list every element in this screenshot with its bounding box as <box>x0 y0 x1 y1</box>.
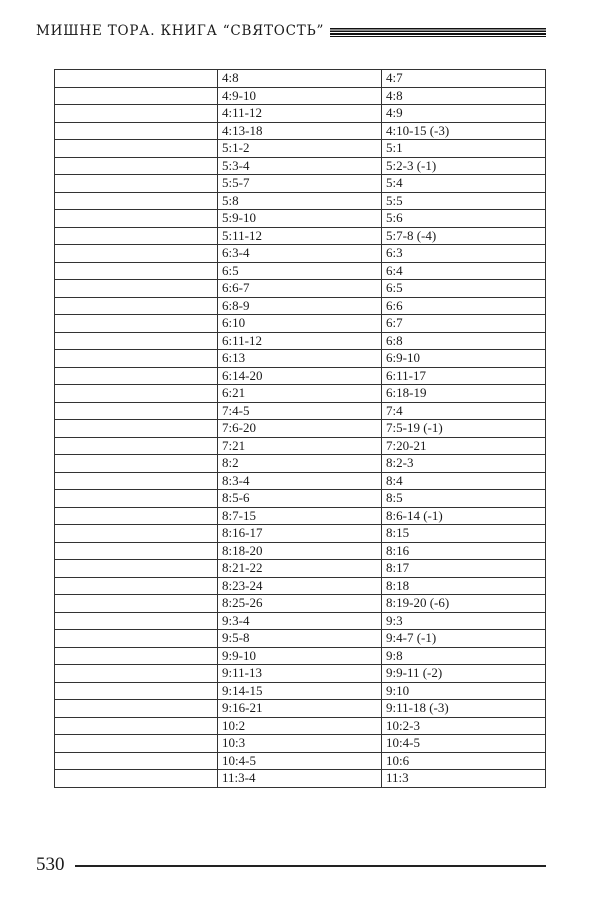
table-row <box>55 525 546 543</box>
table-cell <box>55 192 218 210</box>
table-cell <box>55 210 218 228</box>
table-row <box>55 735 546 753</box>
table-cell: 9:4-7 (-1) <box>382 630 546 648</box>
table-cell <box>55 665 218 683</box>
table-cell: 9:11-18 (-3) <box>382 700 546 718</box>
table-cell <box>55 455 218 473</box>
table-cell: 6:6 <box>382 297 546 315</box>
table-row <box>55 542 546 560</box>
table-cell: 8:18-20 <box>218 542 382 560</box>
table-cell: 9:10 <box>382 682 546 700</box>
table-cell: 9:9-11 (-2) <box>382 665 546 683</box>
running-head <box>36 22 546 42</box>
table-cell: 5:1-2 <box>218 140 382 158</box>
table-cell: 9:14-15 <box>218 682 382 700</box>
table-cell: 8:17 <box>382 560 546 578</box>
table-cell <box>55 157 218 175</box>
table-row <box>55 315 546 333</box>
table-row <box>55 437 546 455</box>
page-number: 530 <box>36 853 65 875</box>
table-row <box>55 770 546 788</box>
table-row <box>55 595 546 613</box>
table-row <box>55 682 546 700</box>
running-head-title: МИШНЕ ТОРА. КНИГА “СВЯТОСТЬ” <box>36 23 325 40</box>
table-cell: 6:4 <box>382 262 546 280</box>
table-row <box>55 227 546 245</box>
table-cell: 8:15 <box>382 525 546 543</box>
table-row <box>55 612 546 630</box>
table-cell <box>55 140 218 158</box>
table-cell: 9:8 <box>382 647 546 665</box>
table-cell: 8:19-20 (-6) <box>382 595 546 613</box>
table-cell: 6:8 <box>382 332 546 350</box>
table-cell <box>55 735 218 753</box>
table-cell: 10:2 <box>218 717 382 735</box>
table-cell <box>55 70 218 88</box>
table-cell <box>55 385 218 403</box>
table-cell: 9:11-13 <box>218 665 382 683</box>
table-cell: 6:7 <box>382 315 546 333</box>
table-cell: 8:18 <box>382 577 546 595</box>
table-cell: 6:5 <box>218 262 382 280</box>
table-cell <box>55 577 218 595</box>
table-cell <box>55 490 218 508</box>
table-cell <box>55 507 218 525</box>
table-row <box>55 245 546 263</box>
table-row <box>55 752 546 770</box>
table-row <box>55 297 546 315</box>
footer-rule <box>75 865 547 867</box>
table-cell: 7:21 <box>218 437 382 455</box>
table-row <box>55 665 546 683</box>
table-cell: 8:16 <box>382 542 546 560</box>
table-cell <box>55 525 218 543</box>
table-cell: 10:4-5 <box>218 752 382 770</box>
table-cell: 4:9 <box>382 105 546 123</box>
table-cell: 5:7-8 (-4) <box>382 227 546 245</box>
table-cell: 6:21 <box>218 385 382 403</box>
table-cell: 6:8-9 <box>218 297 382 315</box>
table-row <box>55 630 546 648</box>
table-cell: 9:3 <box>382 612 546 630</box>
table-cell <box>55 472 218 490</box>
table-cell: 8:7-15 <box>218 507 382 525</box>
table-cell: 8:21-22 <box>218 560 382 578</box>
table-row <box>55 402 546 420</box>
table-cell: 7:20-21 <box>382 437 546 455</box>
table-cell: 5:5-7 <box>218 175 382 193</box>
table-cell <box>55 105 218 123</box>
table-cell: 10:3 <box>218 735 382 753</box>
table-cell: 8:16-17 <box>218 525 382 543</box>
table-row <box>55 577 546 595</box>
table-cell <box>55 350 218 368</box>
table-cell: 6:14-20 <box>218 367 382 385</box>
table-row <box>55 420 546 438</box>
table-cell: 7:4-5 <box>218 402 382 420</box>
table-row <box>55 192 546 210</box>
table-cell <box>55 647 218 665</box>
table-cell: 9:3-4 <box>218 612 382 630</box>
table-row <box>55 455 546 473</box>
table-row <box>55 507 546 525</box>
table-cell: 8:5 <box>382 490 546 508</box>
table-cell: 4:10-15 (-3) <box>382 122 546 140</box>
table-cell <box>55 87 218 105</box>
table-cell: 7:5-19 (-1) <box>382 420 546 438</box>
table-row <box>55 560 546 578</box>
table-cell: 11:3-4 <box>218 770 382 788</box>
table-cell: 10:4-5 <box>382 735 546 753</box>
table-cell <box>55 612 218 630</box>
table-row <box>55 262 546 280</box>
table-row <box>55 157 546 175</box>
table-cell <box>55 682 218 700</box>
table-cell <box>55 332 218 350</box>
table-cell <box>55 367 218 385</box>
table-cell: 10:2-3 <box>382 717 546 735</box>
table-cell <box>55 315 218 333</box>
table-cell: 6:9-10 <box>382 350 546 368</box>
table-cell: 7:6-20 <box>218 420 382 438</box>
table-cell: 5:11-12 <box>218 227 382 245</box>
table-cell <box>55 630 218 648</box>
table-cell: 6:11-12 <box>218 332 382 350</box>
table-cell <box>55 297 218 315</box>
table-cell: 6:11-17 <box>382 367 546 385</box>
table-cell: 6:3-4 <box>218 245 382 263</box>
table-row <box>55 70 546 88</box>
table-cell: 4:11-12 <box>218 105 382 123</box>
table-row <box>55 175 546 193</box>
table-row <box>55 350 546 368</box>
table-cell: 4:7 <box>382 70 546 88</box>
table-body <box>55 70 546 788</box>
table-cell: 5:9-10 <box>218 210 382 228</box>
table-cell: 6:10 <box>218 315 382 333</box>
table-cell: 6:5 <box>382 280 546 298</box>
table-row <box>55 385 546 403</box>
table-cell <box>55 280 218 298</box>
table-cell <box>55 437 218 455</box>
table-cell <box>55 262 218 280</box>
table-cell: 6:13 <box>218 350 382 368</box>
table-cell: 8:25-26 <box>218 595 382 613</box>
table-cell: 4:8 <box>218 70 382 88</box>
table-cell: 5:6 <box>382 210 546 228</box>
table-cell: 4:13-18 <box>218 122 382 140</box>
table-row <box>55 280 546 298</box>
table-cell: 8:2 <box>218 455 382 473</box>
table-cell <box>55 700 218 718</box>
table-cell: 5:4 <box>382 175 546 193</box>
table-cell: 5:5 <box>382 192 546 210</box>
table-cell <box>55 595 218 613</box>
table-cell <box>55 770 218 788</box>
table-cell <box>55 542 218 560</box>
table-row <box>55 472 546 490</box>
table-row <box>55 490 546 508</box>
table-row <box>55 105 546 123</box>
table-cell: 5:1 <box>382 140 546 158</box>
table-cell <box>55 420 218 438</box>
table-cell <box>55 560 218 578</box>
table-cell: 8:2-3 <box>382 455 546 473</box>
concordance-table-container <box>54 69 545 788</box>
table-row <box>55 210 546 228</box>
table-row <box>55 647 546 665</box>
table-cell: 8:6-14 (-1) <box>382 507 546 525</box>
table-cell: 4:8 <box>382 87 546 105</box>
table-row <box>55 700 546 718</box>
table-cell <box>55 122 218 140</box>
table-cell: 6:18-19 <box>382 385 546 403</box>
table-row <box>55 367 546 385</box>
table-row <box>55 717 546 735</box>
table-cell <box>55 227 218 245</box>
table-cell: 6:3 <box>382 245 546 263</box>
table-cell <box>55 717 218 735</box>
table-cell <box>55 752 218 770</box>
table-cell: 8:5-6 <box>218 490 382 508</box>
table-cell: 9:9-10 <box>218 647 382 665</box>
table-cell: 6:6-7 <box>218 280 382 298</box>
table-cell: 11:3 <box>382 770 546 788</box>
table-cell: 5:2-3 (-1) <box>382 157 546 175</box>
table-cell: 4:9-10 <box>218 87 382 105</box>
table-row <box>55 332 546 350</box>
table-cell: 8:3-4 <box>218 472 382 490</box>
concordance-table <box>54 69 546 788</box>
table-cell: 9:16-21 <box>218 700 382 718</box>
table-cell: 8:23-24 <box>218 577 382 595</box>
table-cell <box>55 402 218 420</box>
table-cell: 5:8 <box>218 192 382 210</box>
table-cell: 5:3-4 <box>218 157 382 175</box>
table-cell <box>55 245 218 263</box>
table-cell: 10:6 <box>382 752 546 770</box>
table-cell: 9:5-8 <box>218 630 382 648</box>
table-row <box>55 140 546 158</box>
table-row <box>55 87 546 105</box>
table-row <box>55 122 546 140</box>
table-cell: 8:4 <box>382 472 546 490</box>
table-cell: 7:4 <box>382 402 546 420</box>
table-cell <box>55 175 218 193</box>
running-head-rule <box>330 28 546 37</box>
page-footer <box>36 852 546 876</box>
